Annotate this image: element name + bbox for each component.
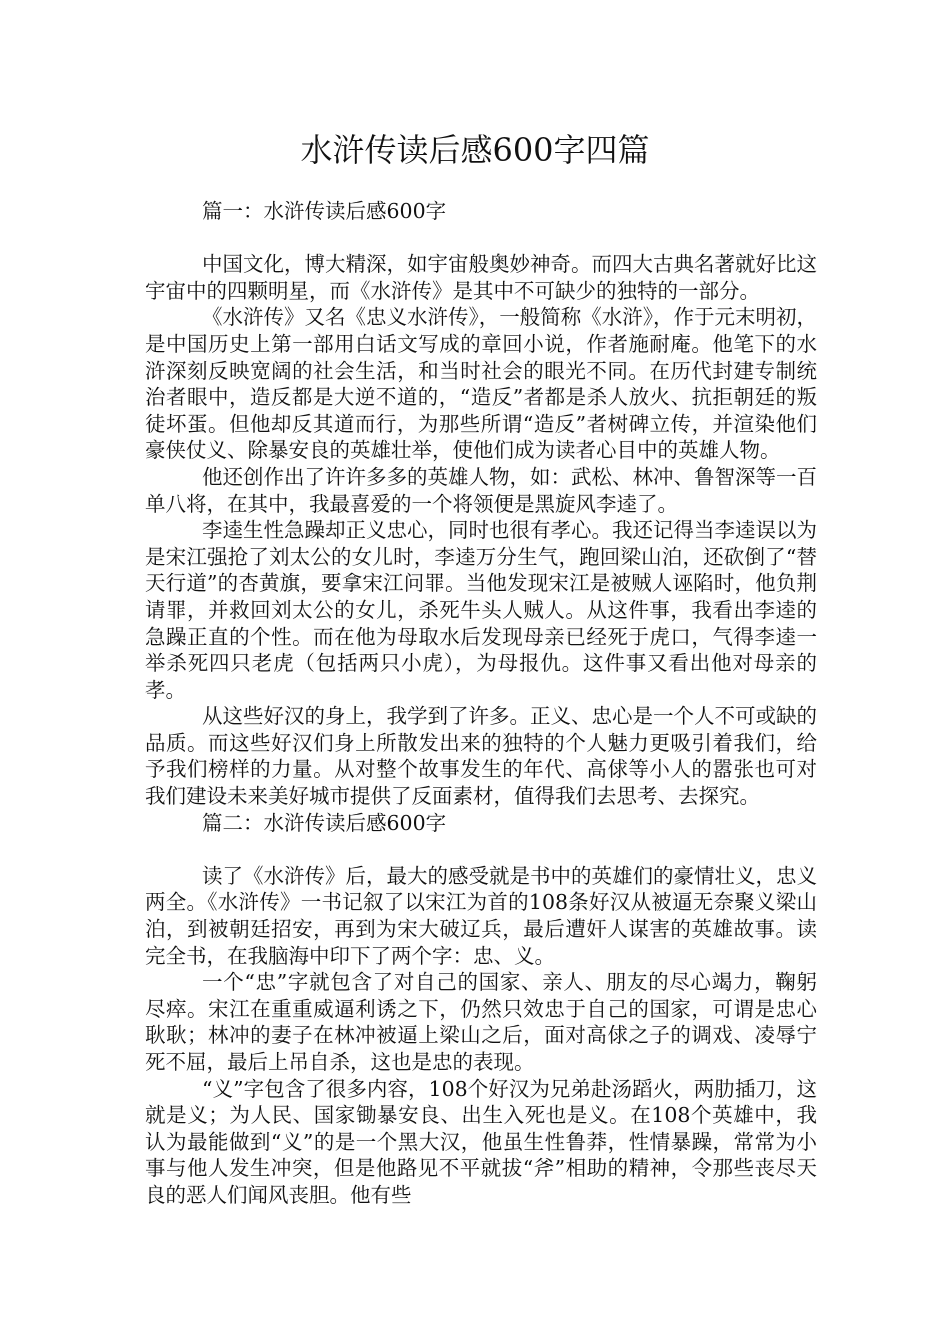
section-heading-2: 篇二：水浒传读后感600字 xyxy=(202,810,447,835)
paragraph: 一个“忠”字就包含了对自己的国家、亲人、朋友的尽心竭力，鞠躬尽瘁。宋江在重重威逼利诱之下，仍然只效忠于自己的国家，可谓是忠心耿耿；林冲的妻子在林冲被逼上梁山之后，面对高俅之子的调戏、凌辱宁死不屈，最后上吊自杀，这也是忠的表现。 xyxy=(145,970,817,1074)
paragraph: 中国文化，博大精深，如宇宙般奥妙神奇。而四大古典名著就好比这宇宙中的四颗明星，而《水浒传》是其中不可缺少的独特的一部分。 xyxy=(145,252,817,303)
paragraph: 李逵生性急躁却正义忠心，同时也很有孝心。我还记得当李逵误以为是宋江强抢了刘太公的女儿时，李逵万分生气，跑回梁山泊，还砍倒了“替天行道”的杏黄旗，要拿宋江问罪。当他发现宋江是被贼人诬陷时，他负荆请罪，并救回刘太公的女儿，杀死牛头人贼人。从这件事，我看出李逵的急躁正直的个性。而在他为母取水后发现母亲已经死于虎口，气得李逵一举杀死四只老虎（包括两只小虎），为母报仇。这件事又看出他对母亲的孝。 xyxy=(145,518,817,702)
section-spacer xyxy=(145,836,817,863)
paragraph: 他还创作出了许许多多的英雄人物，如：武松、林冲、鲁智深等一百单八将，在其中，我最喜爱的一个将领便是黑旋风李逵了。 xyxy=(145,464,817,516)
document-title: 水浒传读后感600字四篇 xyxy=(300,131,650,169)
paragraph: “义”字包含了很多内容，108个好汉为兄弟赴汤蹈火，两肋插刀，这就是义；为人民、国家锄暴安良、出生入死也是义。在108个英雄中，我认为最能做到“义”的是一个黑大汉，他虽生性鲁莽，性情暴躁，常常为小事与他人发生冲突，但是他路见不平就拔“斧”相助的精神，令那些丧尽天良的恶人们闻风丧胆。他有些 xyxy=(145,1076,817,1207)
section-heading-1: 篇一：水浒传读后感600字 xyxy=(202,199,447,223)
document-body xyxy=(145,198,817,1209)
paragraph: 《水浒传》又名《忠义水浒传》，一般简称《水浒》，作于元末明初，是中国历史上第一部用白话文写成的章回小说，作者施耐庵。他笔下的水浒深刻反映宽阔的社会生活，和当时社会的眼光不同。在历代封建专制统治者眼中，造反都是大逆不道的，“造反”者都是杀人放火、抗拒朝廷的叛徒坏蛋。但他却反其道而行，为那些所谓“造反”者树碑立传，并渲染他们豪侠仗义、除暴安良的英雄壮举，使他们成为读者心目中的英雄人物。 xyxy=(145,305,817,463)
paragraph: 从这些好汉的身上，我学到了许多。正义、忠心是一个人不可或缺的品质。而这些好汉们身上所散发出来的独特的个人魅力更吸引着我们，给予我们榜样的力量。从对整个故事发生的年代、高俅等小人的嚣张也可对我们建设未来美好城市提供了反面素材，值得我们去思考、去探究。 xyxy=(145,704,817,809)
section-spacer xyxy=(145,225,817,252)
paragraph: 读了《水浒传》后，最大的感受就是书中的英雄们的豪情壮义，忠义两全。《水浒传》一书记叙了以宋江为首的108条好汉从被逼无奈聚义梁山泊，到被朝廷招安，再到为宋大破辽兵，最后遭奸人谋害的英雄故事。读完全书，在我脑海中印下了两个字：忠、义。 xyxy=(145,863,817,968)
